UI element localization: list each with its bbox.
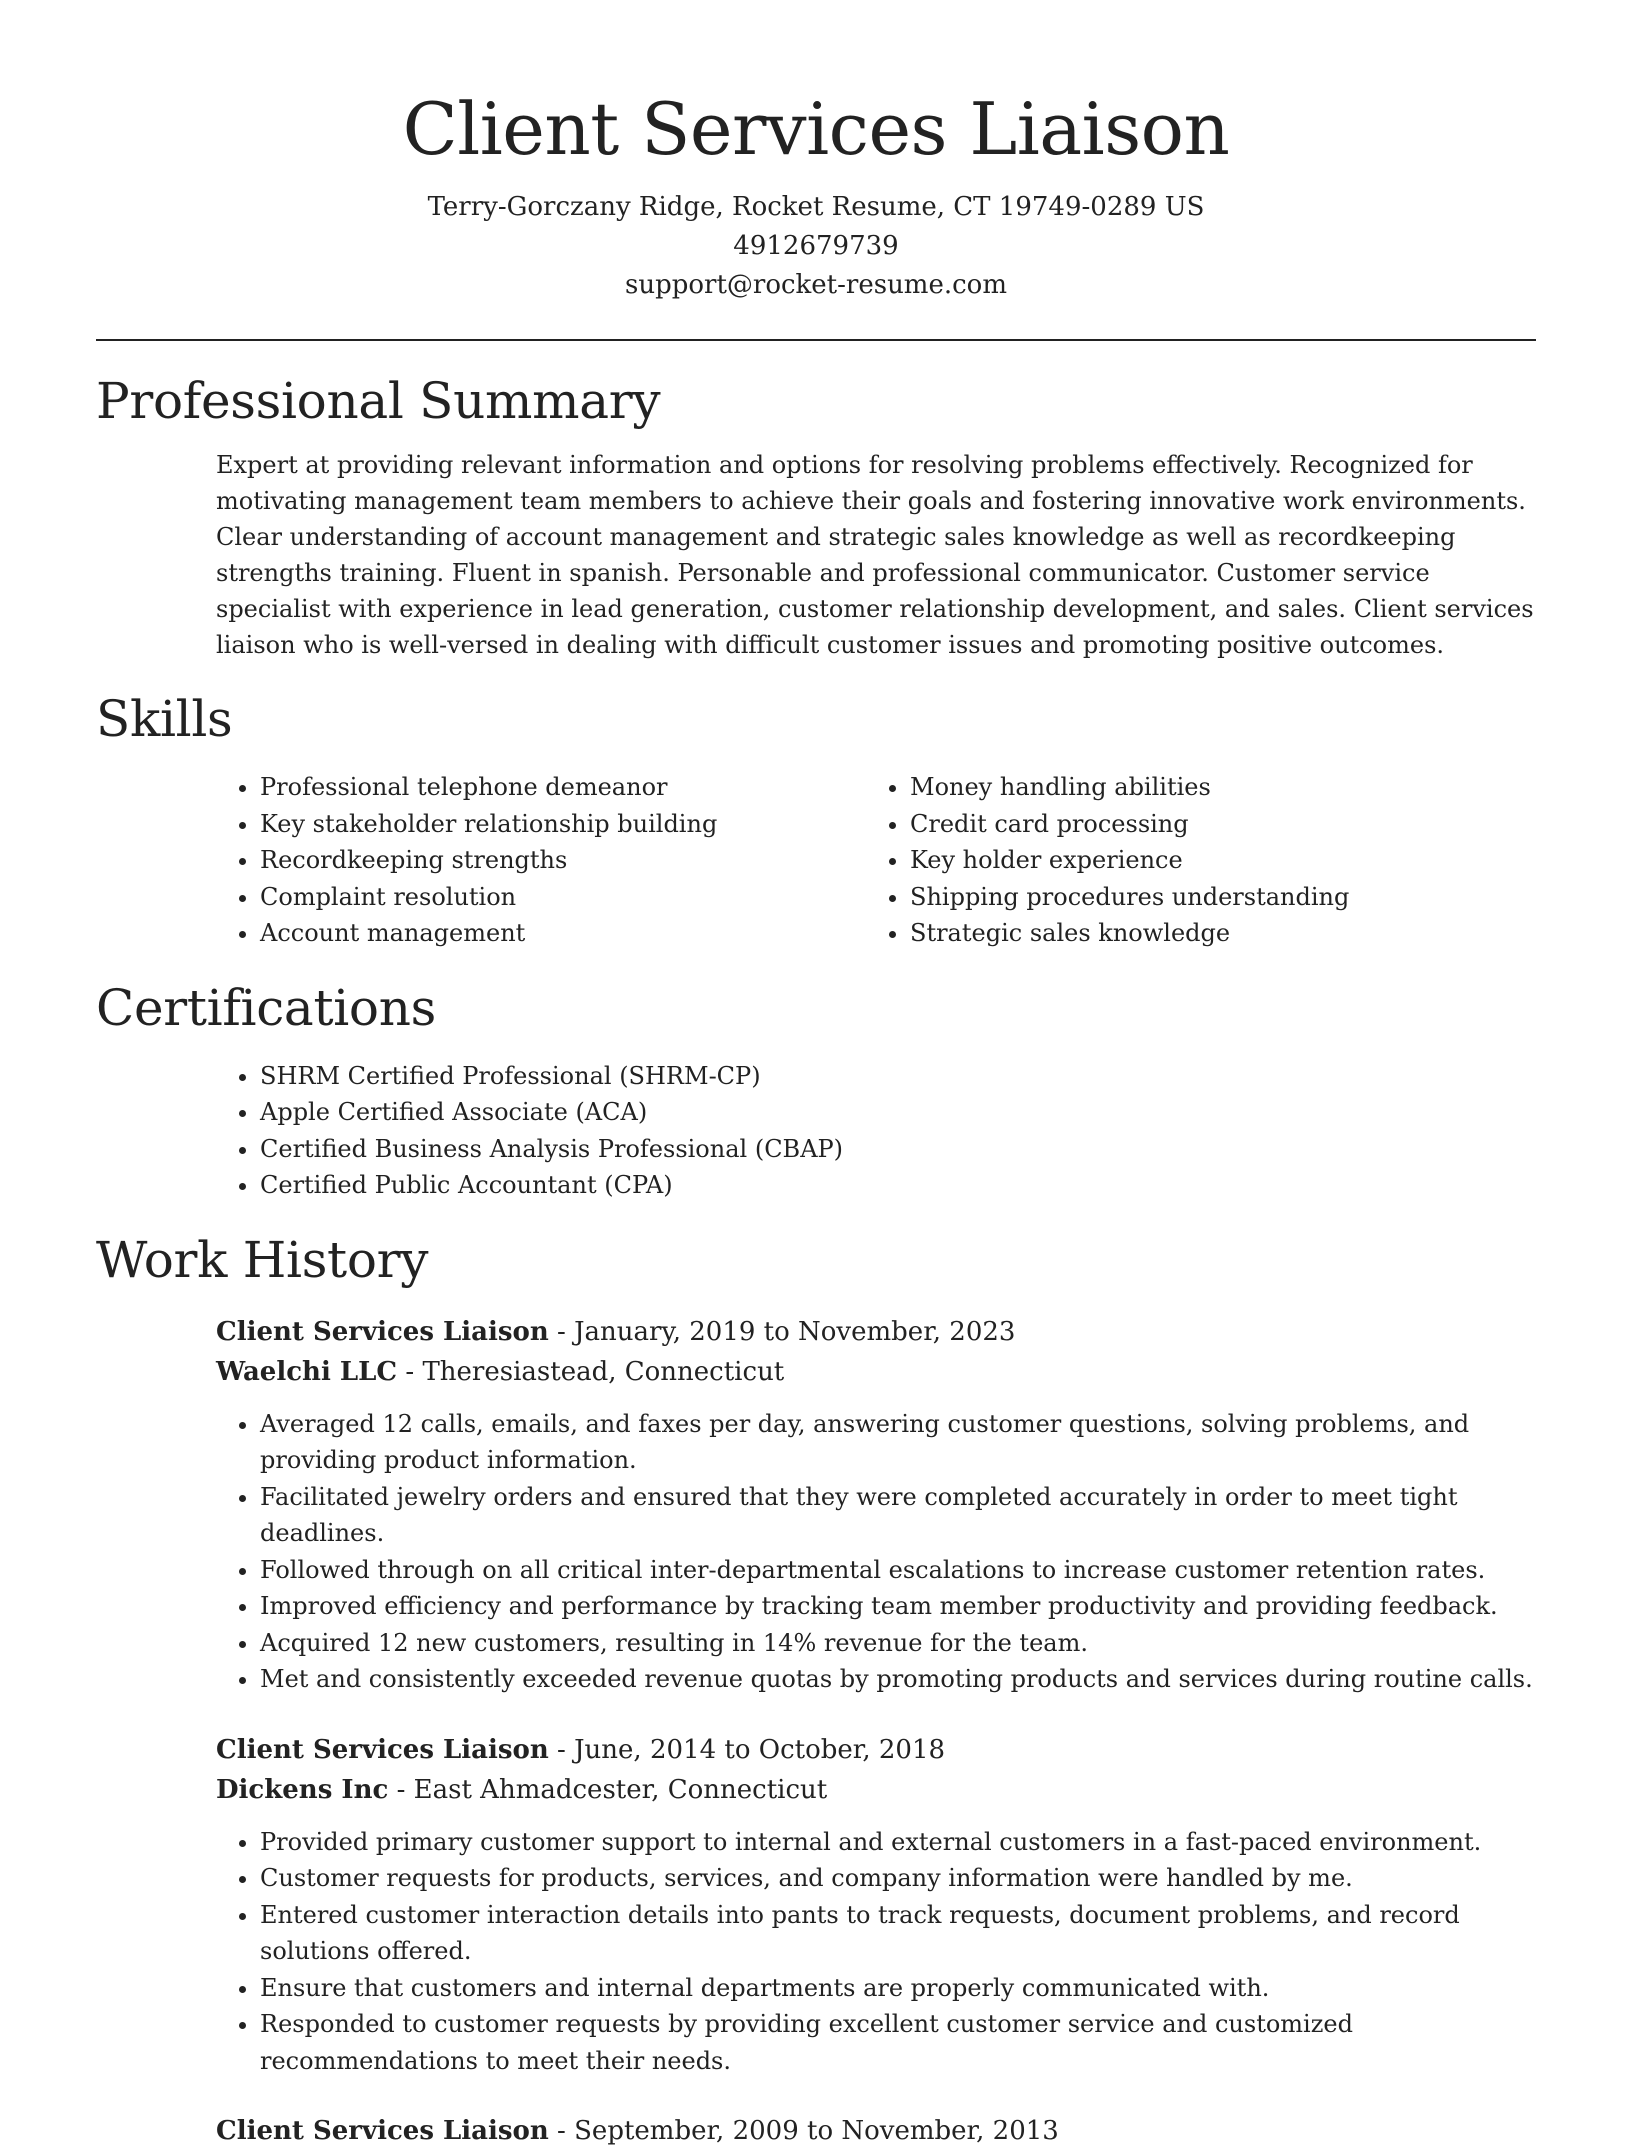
job-title-line: Client Services Liaison - September, 2009 to November, 2013 (216, 2111, 1536, 2151)
job-bullet: • Ensure that customers and internal departments are properly communicated with. (260, 1970, 1540, 2007)
certification-item: • SHRM Certified Professional (SHRM-CP) (260, 1058, 1536, 1095)
candidate-name: Client Services Liaison (96, 84, 1536, 174)
skill-item: • Money handling abilities (910, 769, 1530, 806)
job-bullet: • Entered customer interaction details into pants to track requests, document problems, and record solutions offered. (260, 1897, 1540, 1970)
contact-address: Terry-Gorczany Ridge, Rocket Resume, CT 19749-0289 US (96, 188, 1536, 227)
job-bullets (216, 1406, 1540, 1698)
certifications-heading: Certifications (96, 978, 1536, 1038)
skills-list-right (866, 769, 1530, 952)
certifications-block (216, 1058, 1536, 1204)
contact-info (96, 188, 1536, 305)
job-location: East Ahmadcester, Connecticut (414, 1775, 828, 1805)
skill-item: • Professional telephone demeanor (260, 769, 866, 806)
skills-heading: Skills (96, 689, 1536, 749)
job-entry (216, 1730, 1536, 2080)
skill-item: • Recordkeeping strengths (260, 842, 866, 879)
job-bullet: • Provided primary customer support to internal and external customers in a fast-paced environment. (260, 1824, 1540, 1861)
job-bullet: • Customer requests for products, services, and company information were handled by me. (260, 1860, 1540, 1897)
job-title: Client Services Liaison (216, 2116, 549, 2146)
skill-item: • Complaint resolution (260, 879, 866, 916)
skill-item: • Strategic sales knowledge (910, 915, 1530, 952)
job-title: Client Services Liaison (216, 1317, 549, 1347)
job-entry (216, 1312, 1536, 1698)
job-dates: June, 2014 to October, 2018 (574, 1735, 945, 1765)
summary-section (96, 371, 1536, 663)
job-title: Client Services Liaison (216, 1735, 549, 1765)
skills-list-left (216, 769, 866, 952)
header-divider (96, 339, 1536, 341)
job-title-line: Client Services Liaison - June, 2014 to October, 2018 (216, 1730, 1536, 1770)
job-bullets (216, 1824, 1540, 2080)
skill-item: • Key holder experience (910, 842, 1530, 879)
certification-item: • Apple Certified Associate (ACA) (260, 1094, 1536, 1131)
job-bullet: • Met and consistently exceeded revenue quotas by promoting products and services during routine calls. (260, 1661, 1540, 1698)
job-entry (216, 2111, 1536, 2151)
skill-item: • Credit card processing (910, 806, 1530, 843)
work-history-heading: Work History (96, 1230, 1536, 1290)
job-bullet: • Responded to customer requests by providing excellent customer service and customized recommendations to meet their needs. (260, 2006, 1540, 2079)
summary-text: Expert at providing relevant information and options for resolving problems effectively. Recognized for motivating management team members to achieve their goals and fostering innovative work environments. Clear understanding of account management and strategic sales knowledge as well as recordkeeping strengths training. Fluent in spanish. Personable and professional communicator. Customer service specialist with experience in lead generation, customer relationship development, and sales. Client services liaison who is well-versed in dealing with difficult customer issues and promoting positive outcomes. (216, 447, 1536, 663)
certification-item: • Certified Public Accountant (CPA) (260, 1167, 1536, 1204)
job-company: Waelchi LLC (216, 1357, 397, 1387)
job-company: Dickens Inc (216, 1775, 388, 1805)
skill-item: • Shipping procedures understanding (910, 879, 1530, 916)
work-history-section (96, 1230, 1536, 2151)
contact-phone: 4912679739 (96, 227, 1536, 266)
skill-item: • Key stakeholder relationship building (260, 806, 866, 843)
resume-page (96, 0, 1536, 2151)
job-bullet: • Followed through on all critical inter-departmental escalations to increase customer retention rates. (260, 1552, 1540, 1589)
job-location: Theresiastead, Connecticut (422, 1357, 784, 1387)
certifications-section (96, 978, 1536, 1204)
job-dates: January, 2019 to November, 2023 (574, 1317, 1015, 1347)
skills-section (96, 689, 1536, 952)
certification-item: • Certified Business Analysis Professional (CBAP) (260, 1131, 1536, 1168)
job-dates: September, 2009 to November, 2013 (574, 2116, 1059, 2146)
contact-email: support@rocket-resume.com (96, 266, 1536, 305)
job-company-line: Waelchi LLC - Theresiastead, Connecticut (216, 1352, 1536, 1392)
job-title-line: Client Services Liaison - January, 2019 to November, 2023 (216, 1312, 1536, 1352)
summary-heading: Professional Summary (96, 371, 1536, 431)
resume-header (96, 0, 1536, 305)
skills-columns (216, 769, 1536, 952)
job-bullet: • Acquired 12 new customers, resulting in 14% revenue for the team. (260, 1625, 1540, 1662)
job-bullet: • Facilitated jewelry orders and ensured that they were completed accurately in order to meet tight deadlines. (260, 1479, 1540, 1552)
job-company-line: Dickens Inc - East Ahmadcester, Connecticut (216, 1770, 1536, 1810)
certifications-list (216, 1058, 1536, 1204)
skill-item: • Account management (260, 915, 866, 952)
job-bullet: • Averaged 12 calls, emails, and faxes per day, answering customer questions, solving problems, and providing product information. (260, 1406, 1540, 1479)
job-bullet: • Improved efficiency and performance by tracking team member productivity and providing feedback. (260, 1588, 1540, 1625)
